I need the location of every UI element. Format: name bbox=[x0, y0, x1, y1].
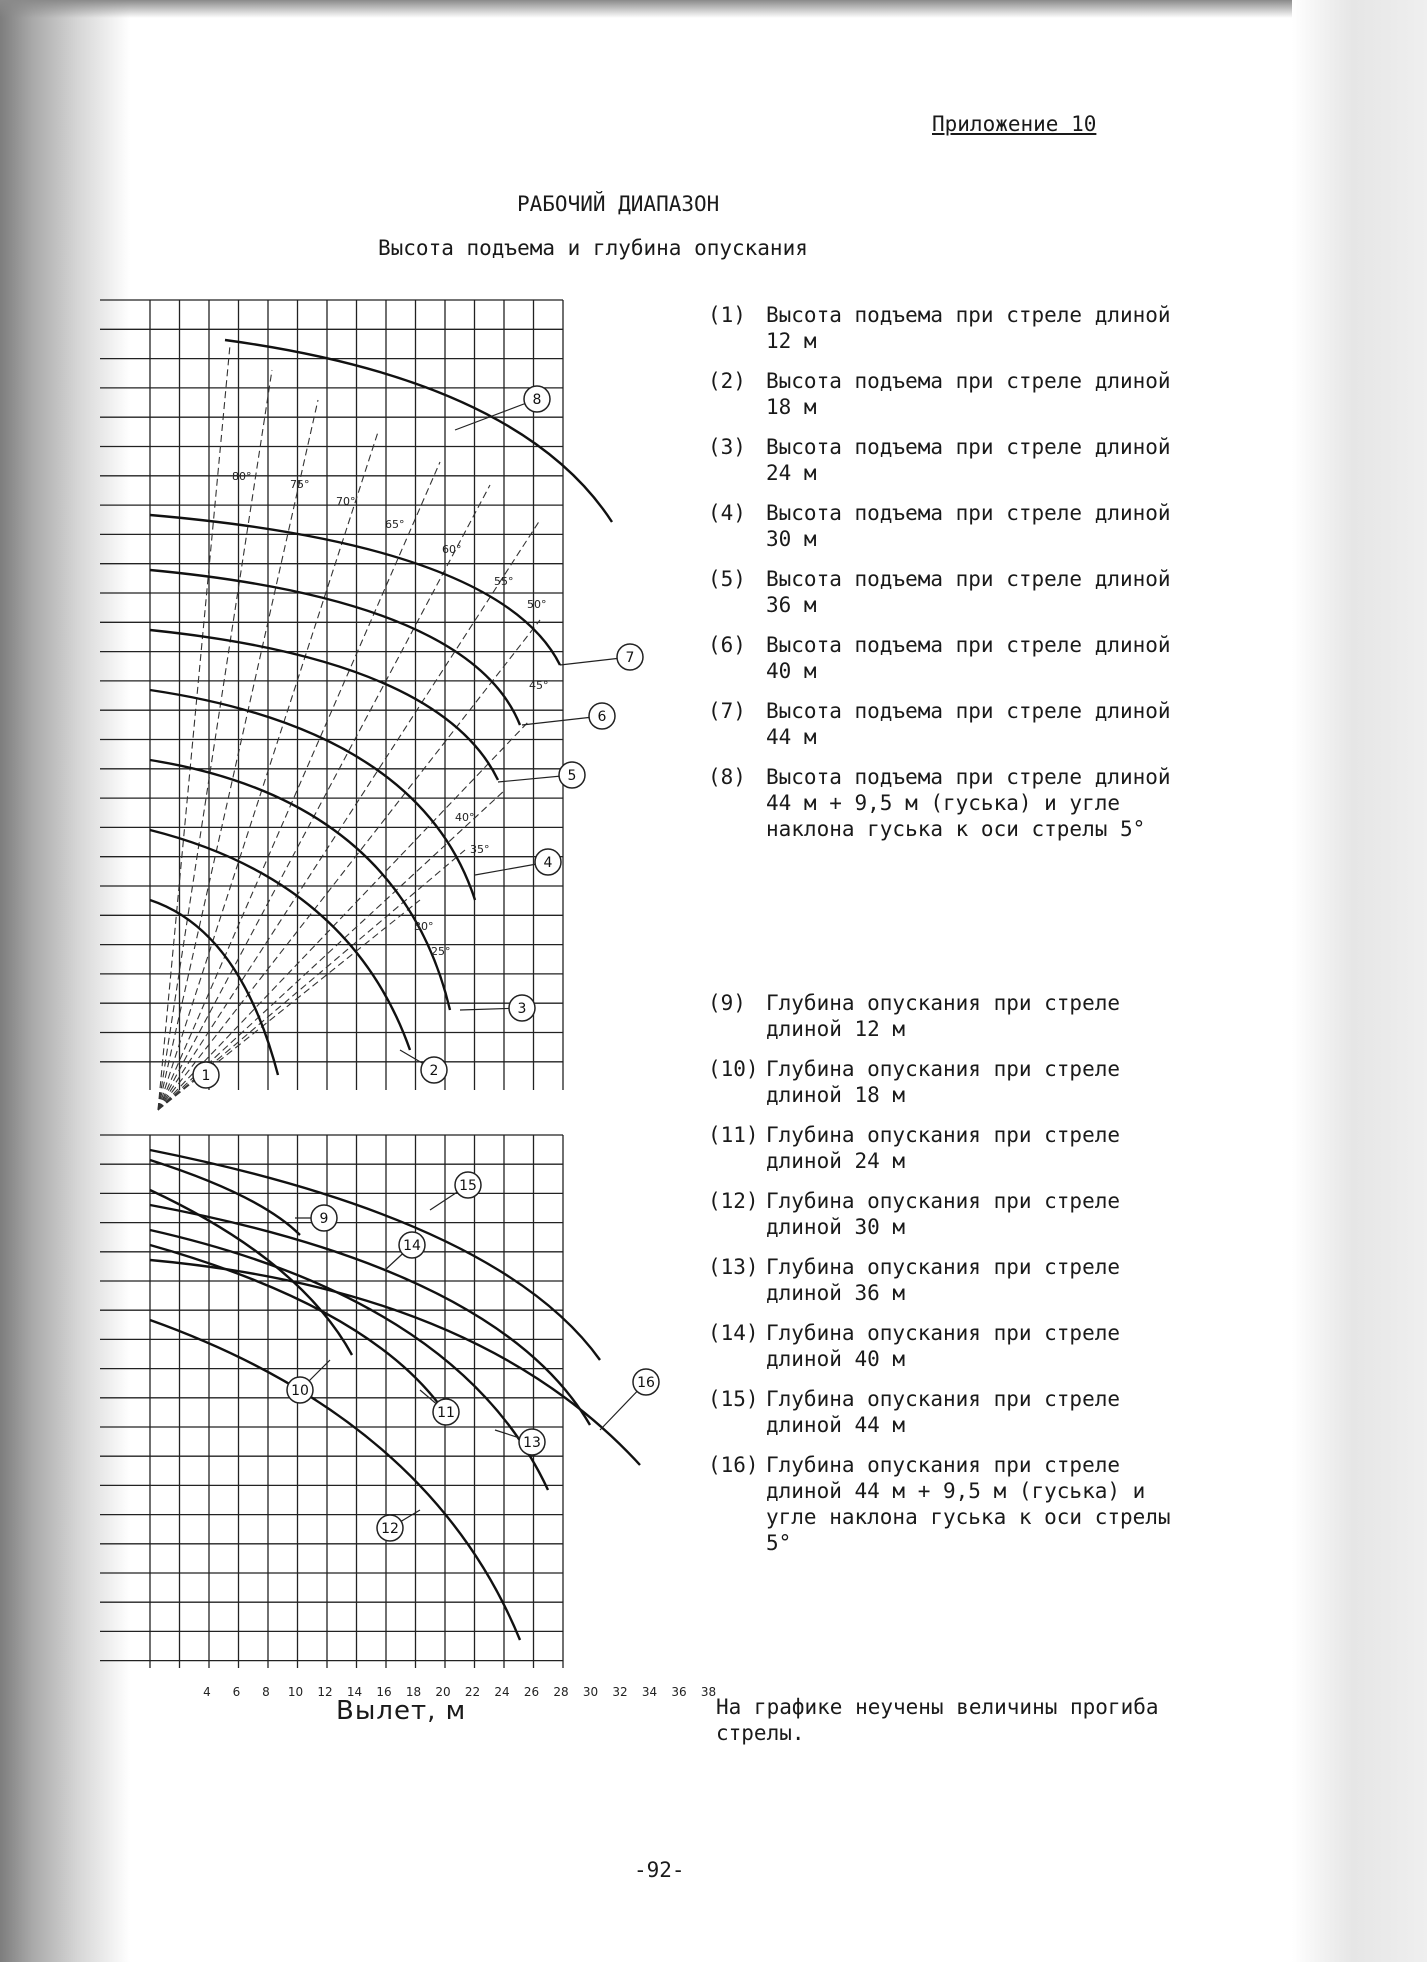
lift-curve bbox=[225, 340, 612, 522]
lift-curve bbox=[150, 690, 475, 900]
x-tick-label: 30 bbox=[582, 1685, 599, 1699]
page-number: -92- bbox=[634, 1858, 685, 1882]
depth-curve bbox=[150, 1160, 300, 1235]
legend-lift bbox=[708, 302, 1206, 856]
angle-label: 55° bbox=[494, 575, 514, 588]
legend-item bbox=[708, 566, 1206, 618]
series-marker-label: 11 bbox=[437, 1405, 455, 1421]
legend-text: Глубина опускания при стреле длиной 44 м + 9,5 м (гуська) и угле наклона гуська к оси стрелы 5° bbox=[766, 1453, 1171, 1555]
legend-text: Глубина опускания при стреле длиной 36 м bbox=[766, 1255, 1121, 1305]
legend-num: (14) bbox=[708, 1321, 759, 1345]
legend-text: Высота подъема при стреле длиной 30 м bbox=[766, 501, 1171, 551]
series-markers bbox=[193, 386, 659, 1541]
legend-item bbox=[708, 302, 1206, 354]
x-tick-label: 16 bbox=[376, 1685, 392, 1699]
legend-item bbox=[708, 764, 1206, 842]
angle-label: 25° bbox=[431, 945, 451, 958]
depth-curve bbox=[150, 1260, 640, 1465]
x-tick-label: 4 bbox=[203, 1685, 211, 1699]
angle-lines bbox=[158, 345, 540, 1110]
series-marker-label: 12 bbox=[381, 1521, 399, 1537]
legend-text: Глубина опускания при стреле длиной 30 м bbox=[766, 1189, 1121, 1239]
legend-text: Глубина опускания при стреле длиной 18 м bbox=[766, 1057, 1121, 1107]
angle-label: 30° bbox=[414, 920, 434, 933]
appendix-label: Приложение 10 bbox=[932, 112, 1097, 136]
series-marker-label: 9 bbox=[319, 1211, 329, 1227]
legend-num: (4) bbox=[708, 501, 746, 525]
series-marker-label: 16 bbox=[637, 1375, 655, 1391]
legend-num: (10) bbox=[708, 1057, 759, 1081]
x-tick-label: 24 bbox=[494, 1685, 510, 1699]
angle-label: 40° bbox=[455, 811, 475, 824]
series-marker-label: 8 bbox=[532, 392, 542, 408]
legend-num: (16) bbox=[708, 1453, 759, 1477]
angle-label: 65° bbox=[385, 518, 405, 531]
legend-num: (5) bbox=[708, 567, 746, 591]
legend-item bbox=[708, 434, 1206, 486]
angle-line bbox=[158, 345, 230, 1110]
series-marker-label: 7 bbox=[625, 650, 635, 666]
legend-num: (9) bbox=[708, 991, 746, 1015]
legend-text: Высота подъема при стреле длиной 44 м bbox=[766, 699, 1171, 749]
legend-text: Высота подъема при стреле длиной 18 м bbox=[766, 369, 1171, 419]
legend-num: (6) bbox=[708, 633, 746, 657]
angle-line bbox=[158, 620, 540, 1110]
angle-label: 70° bbox=[336, 495, 356, 508]
depth-curve bbox=[150, 1230, 548, 1490]
angle-label: 80° bbox=[232, 470, 252, 483]
angle-label: 50° bbox=[527, 598, 547, 611]
x-tick-label: 26 bbox=[523, 1685, 540, 1699]
legend-text: Глубина опускания при стреле длиной 44 м bbox=[766, 1387, 1121, 1437]
angle-label: 45° bbox=[529, 679, 549, 692]
legend-item bbox=[708, 1188, 1206, 1240]
legend-item bbox=[708, 1386, 1206, 1438]
legend-item bbox=[708, 1122, 1206, 1174]
legend-num: (12) bbox=[708, 1189, 759, 1213]
depth-curve bbox=[150, 1150, 600, 1360]
x-axis-label: Вылет, м bbox=[336, 1696, 467, 1726]
legend-text: Высота подъема при стреле длиной 12 м bbox=[766, 303, 1171, 353]
legend-num: (8) bbox=[708, 765, 746, 789]
series-marker-label: 15 bbox=[459, 1178, 477, 1194]
legend-item bbox=[708, 500, 1206, 552]
x-tick-label: 12 bbox=[317, 1685, 333, 1699]
x-tick-label: 8 bbox=[262, 1685, 270, 1699]
x-tick-label: 22 bbox=[464, 1685, 481, 1699]
legend-num: (15) bbox=[708, 1387, 759, 1411]
x-tick-label: 14 bbox=[346, 1685, 363, 1699]
legend-num: (3) bbox=[708, 435, 746, 459]
legend-depth bbox=[708, 990, 1206, 1570]
x-tick-label: 10 bbox=[287, 1685, 304, 1699]
page-title: РАБОЧИЙ ДИАПАЗОН bbox=[517, 192, 720, 216]
series-marker-label: 2 bbox=[429, 1063, 439, 1079]
angle-line bbox=[158, 520, 540, 1110]
legend-text: Высота подъема при стреле длиной 40 м bbox=[766, 633, 1171, 683]
legend-item bbox=[708, 1254, 1206, 1306]
page-subtitle: Высота подъема и глубина опускания bbox=[378, 236, 808, 260]
legend-num: (7) bbox=[708, 699, 746, 723]
x-tick-label: 18 bbox=[405, 1685, 422, 1699]
x-tick-label: 38 bbox=[700, 1685, 717, 1699]
x-tick-label: 32 bbox=[612, 1685, 628, 1699]
depth-curve bbox=[150, 1205, 590, 1425]
legend-item bbox=[708, 1320, 1206, 1372]
legend-item bbox=[708, 1452, 1206, 1556]
series-marker-label: 1 bbox=[201, 1068, 211, 1084]
legend-item bbox=[708, 632, 1206, 684]
x-tick-label: 36 bbox=[671, 1685, 687, 1699]
legend-text: Глубина опускания при стреле длиной 40 м bbox=[766, 1321, 1121, 1371]
series-marker-label: 5 bbox=[567, 768, 577, 784]
legend-num: (11) bbox=[708, 1123, 759, 1147]
series-marker-label: 14 bbox=[403, 1238, 421, 1254]
legend-text: Высота подъема при стреле длиной 44 м + 9,5 м (гуська) и угле наклона гуська к оси стрелы 5° bbox=[766, 765, 1171, 841]
legend-num: (1) bbox=[708, 303, 746, 327]
legend-text: Высота подъема при стреле длиной 36 м bbox=[766, 567, 1171, 617]
legend-item bbox=[708, 990, 1206, 1042]
legend-text: Высота подъема при стреле длиной 24 м bbox=[766, 435, 1171, 485]
legend-num: (2) bbox=[708, 369, 746, 393]
series-marker-label: 3 bbox=[517, 1001, 527, 1017]
legend-item bbox=[708, 698, 1206, 750]
series-marker-label: 6 bbox=[597, 709, 607, 725]
lift-curve bbox=[150, 630, 498, 780]
legend-num: (13) bbox=[708, 1255, 759, 1279]
series-marker-label: 4 bbox=[543, 855, 553, 871]
legend-text: Глубина опускания при стреле длиной 24 м bbox=[766, 1123, 1121, 1173]
x-tick-label: 6 bbox=[232, 1685, 241, 1699]
x-tick-label: 20 bbox=[435, 1685, 451, 1699]
chart-note: На графике неучены величины прогиба стрелы. bbox=[716, 1695, 1159, 1745]
series-marker-label: 10 bbox=[291, 1383, 309, 1399]
legend-text: Глубина опускания при стреле длиной 12 м bbox=[766, 991, 1121, 1041]
angle-label: 35° bbox=[470, 843, 490, 856]
x-tick-label: 34 bbox=[641, 1685, 658, 1699]
legend-item bbox=[708, 368, 1206, 420]
legend-item bbox=[708, 1056, 1206, 1108]
angle-label: 60° bbox=[442, 543, 462, 556]
series-marker-label: 13 bbox=[523, 1435, 541, 1451]
x-tick-label: 28 bbox=[553, 1685, 569, 1699]
angle-label: 75° bbox=[290, 478, 310, 491]
